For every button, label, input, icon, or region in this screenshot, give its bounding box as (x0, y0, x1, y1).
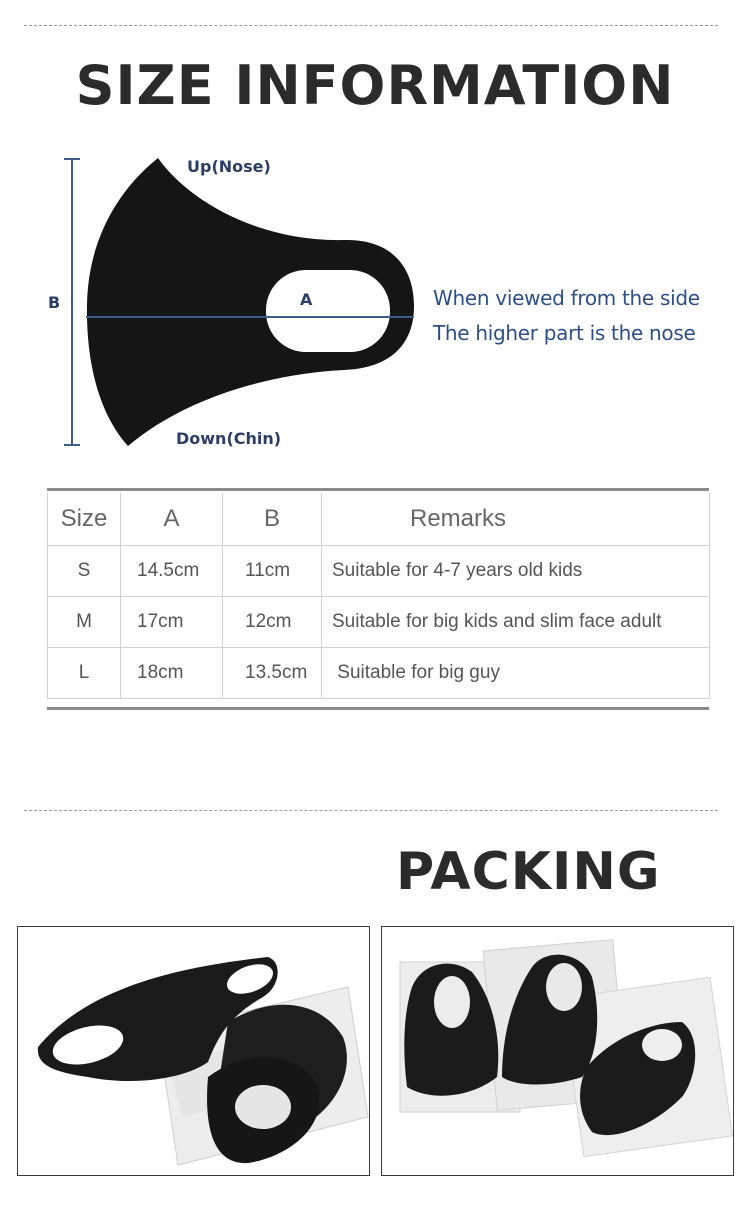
cell-b: 13.5cm (223, 648, 322, 699)
packing-title: PACKING (396, 842, 661, 902)
cell-remarks: Suitable for big kids and slim face adult (322, 597, 710, 648)
size-table (47, 493, 710, 699)
up-nose-label: Up(Nose) (187, 157, 271, 176)
down-chin-label: Down(Chin) (176, 429, 282, 448)
cell-size: M (48, 597, 121, 648)
table-row (48, 648, 710, 699)
table-row (48, 546, 710, 597)
cell-b: 11cm (223, 546, 322, 597)
table-row (48, 597, 710, 648)
cell-remarks: Suitable for big guy (322, 648, 710, 699)
header-remarks: Remarks (322, 493, 710, 546)
mask-size-diagram (0, 140, 750, 470)
cell-a: 18cm (121, 648, 223, 699)
cell-a: 14.5cm (121, 546, 223, 597)
nose-note: The higher part is the nose (433, 321, 696, 345)
cell-size: S (48, 546, 121, 597)
cell-a: 17cm (121, 597, 223, 648)
top-divider (24, 25, 718, 26)
packing-photo-mask-and-bag (17, 926, 370, 1176)
side-view-note: When viewed from the side (433, 286, 700, 310)
middle-divider (24, 810, 718, 811)
table-header-row (48, 493, 710, 546)
cell-b: 12cm (223, 597, 322, 648)
size-information-title: SIZE INFORMATION (75, 54, 675, 117)
dimension-a-label: A (300, 290, 313, 309)
packing-photo-three-bags (381, 926, 734, 1176)
cell-size: L (48, 648, 121, 699)
dimension-b-label: B (48, 293, 61, 312)
cell-remarks: Suitable for 4-7 years old kids (322, 546, 710, 597)
size-table-frame (47, 488, 709, 710)
header-size: Size (48, 493, 121, 546)
header-b: B (223, 493, 322, 546)
header-a: A (121, 493, 223, 546)
